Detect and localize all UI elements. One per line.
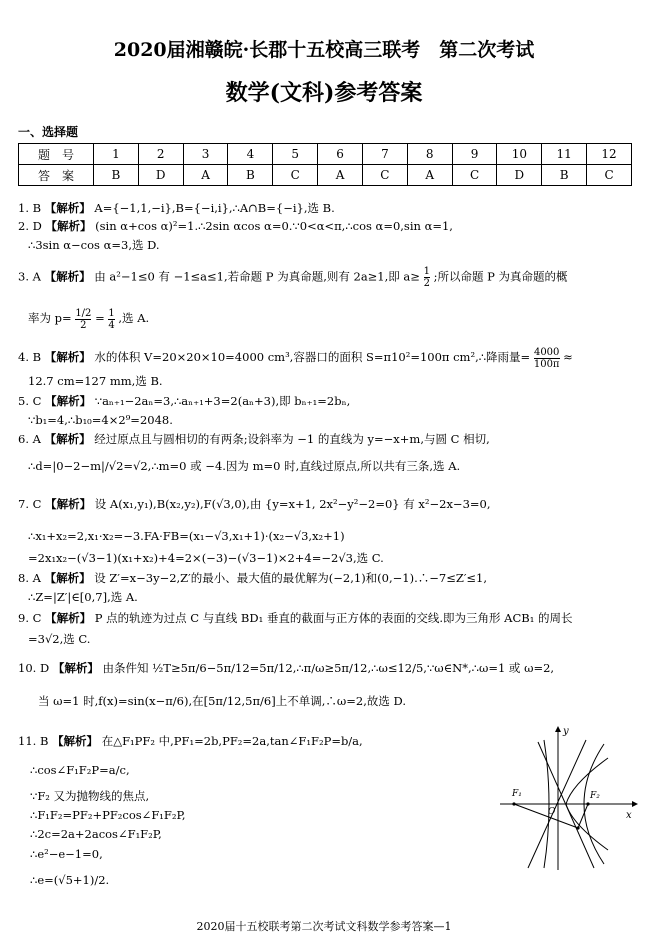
solution-text: P 点的轨迹为过点 C 与直线 BD₁ 垂直的截面与正方体的表面的交线.即为三角形 ACB₁ 的周长 bbox=[94, 611, 573, 625]
solution-5-line2: ∵b₁=4,∴b₁₀=4×2⁹=2048. bbox=[28, 413, 173, 427]
table-cell: 6 bbox=[318, 144, 363, 165]
table-cell: C bbox=[587, 165, 632, 186]
solution-number: 6. A bbox=[18, 432, 41, 446]
table-cell: A bbox=[183, 165, 228, 186]
solution-text: 在△F₁PF₂ 中,PF₁=2b,PF₂=2a,tan∠F₁F₂P=b/a, bbox=[101, 734, 363, 748]
solution-text: 水的体积 V=20×20×10=4000 cm³,容器口的面积 S=π10²=100π cm²,∴降雨量= bbox=[94, 350, 531, 364]
solution-number: 10. D bbox=[18, 661, 50, 675]
solution-number: 2. D bbox=[18, 219, 42, 233]
solution-8 bbox=[18, 570, 632, 586]
table-cell: 12 bbox=[587, 144, 632, 165]
table-cell: 1 bbox=[94, 144, 139, 165]
y-axis-label: y bbox=[563, 726, 569, 737]
fraction bbox=[534, 347, 560, 370]
solution-6-line2: ∴d=|0−2−m|/√2=√2,∴m=0 或 −4.因为 m=0 时,直线过原点,所以共有三条,选 A. bbox=[28, 459, 461, 473]
analysis-tag: 【解析】 bbox=[44, 269, 91, 284]
table-cell: 9 bbox=[452, 144, 497, 165]
solution-text: ;所以命题 P 为真命题的概 bbox=[433, 269, 568, 284]
table-cell: B bbox=[542, 165, 587, 186]
solution-2 bbox=[18, 218, 632, 234]
solution-text: ≈ bbox=[563, 350, 573, 364]
table-cell: D bbox=[497, 165, 542, 186]
fraction bbox=[424, 266, 430, 289]
table-cell: D bbox=[138, 165, 183, 186]
solution-text: 设 Z′=x−3y−2,Z′的最小、最大值的最优解为(−2,1)和(0,−1).∴−7≤Z′≤1, bbox=[94, 571, 488, 585]
fraction-denominator: 100π bbox=[533, 358, 560, 370]
focus-f1-point bbox=[512, 802, 515, 805]
solution-9-line2: =3√2,选 C. bbox=[28, 632, 91, 646]
x-axis-label: x bbox=[626, 810, 632, 821]
focus-f1-label: F₁ bbox=[512, 789, 522, 799]
solution-11-step: ∴e²−e−1=0, bbox=[30, 847, 103, 861]
table-cell: 3 bbox=[183, 144, 228, 165]
solution-text: ∵aₙ₊₁−2aₙ=3,∴aₙ₊₁+3=2(aₙ+3),即 bₙ₊₁=2bₙ, bbox=[94, 394, 351, 408]
origin-label: O bbox=[548, 807, 556, 817]
analysis-tag: 【解析】 bbox=[52, 734, 99, 748]
page-subtitle: 数学(文科)参考答案 bbox=[225, 80, 423, 106]
fraction bbox=[75, 308, 91, 331]
analysis-tag: 【解析】 bbox=[45, 611, 92, 625]
solution-text: = bbox=[95, 311, 105, 325]
analysis-tag: 【解析】 bbox=[44, 201, 91, 215]
table-cell: 8 bbox=[407, 144, 452, 165]
analysis-tag: 【解析】 bbox=[45, 394, 92, 408]
x-axis-arrow bbox=[632, 801, 638, 807]
solution-3-line2 bbox=[28, 306, 642, 331]
analysis-tag: 【解析】 bbox=[44, 432, 91, 446]
page-title: 2020届湘赣皖·长郡十五校高三联考 第二次考试 bbox=[113, 39, 535, 61]
solution-11-step: ∵F₂ 又为抛物线的焦点, bbox=[30, 789, 150, 803]
solution-text: A={−1,1,−i},B={−i,i},∴A∩B={−i},选 B. bbox=[94, 201, 335, 215]
solution-11-step: ∴F₁F₂=PF₂+PF₂cos∠F₁F₂P, bbox=[30, 808, 186, 822]
solution-text: ,选 A. bbox=[118, 311, 150, 325]
y-axis-arrow bbox=[555, 726, 561, 732]
solution-number: 9. C bbox=[18, 611, 42, 625]
solution-number: 3. A bbox=[18, 269, 41, 284]
solution-6 bbox=[18, 431, 632, 447]
focus-f2-label: F₂ bbox=[590, 791, 600, 801]
solution-11-step: ∴cos∠F₁F₂P=a/c, bbox=[30, 763, 130, 777]
solution-number: 11. B bbox=[18, 734, 49, 748]
solution-3 bbox=[18, 266, 632, 289]
table-cell: 7 bbox=[362, 144, 407, 165]
solution-text: 设 A(x₁,y₁),B(x₂,y₂),F(√3,0),由 {y=x+1, 2x²−y²−2=0} 有 x²−2x−3=0, bbox=[94, 497, 491, 511]
analysis-tag: 【解析】 bbox=[45, 497, 92, 511]
table-cell: B bbox=[94, 165, 139, 186]
solution-4-line2: 12.7 cm=127 mm,选 B. bbox=[28, 374, 163, 388]
table-cell: 11 bbox=[542, 144, 587, 165]
solution-number: 5. C bbox=[18, 394, 42, 408]
table-cell: 10 bbox=[497, 144, 542, 165]
solution-11-step: ∴e=(√5+1)/2. bbox=[30, 873, 110, 887]
solution-7-line2: ∴x₁+x₂=2,x₁·x₂=−3.FA·FB=(x₁−√3,x₁+1)·(x₂−√3,x₂+1) bbox=[28, 529, 345, 543]
section-heading: 一、选择题 bbox=[18, 125, 79, 139]
table-cell: 4 bbox=[228, 144, 273, 165]
table-row-answers bbox=[19, 165, 632, 186]
table-cell: C bbox=[362, 165, 407, 186]
fraction-numerator: 1 bbox=[423, 266, 430, 277]
solution-text: (sin α+cos α)²=1.∴2sin αcos α=0.∵0<α<π,∴cos α=0,sin α=1, bbox=[95, 219, 453, 233]
solution-text: 由 a²−1≤0 有 −1≤a≤1,若命题 P 为真命题,则有 2a≥1,即 a≥ bbox=[94, 269, 420, 284]
fraction-denominator: 2 bbox=[423, 278, 430, 289]
analysis-tag: 【解析】 bbox=[44, 571, 91, 585]
solution-4 bbox=[18, 346, 632, 370]
table-cell: C bbox=[452, 165, 497, 186]
solution-5 bbox=[18, 393, 632, 409]
table-cell: B bbox=[228, 165, 273, 186]
segment-f1-p bbox=[514, 804, 578, 828]
solution-10-line2: 当 ω=1 时,f(x)=sin(x−π/6),在[5π/12,5π/6]上不单调,∴ω=2,故选 D. bbox=[38, 694, 406, 708]
solution-10 bbox=[18, 660, 632, 676]
fraction-numerator: 1 bbox=[108, 307, 115, 319]
solution-text: 率为 p= bbox=[28, 311, 72, 325]
row-label: 答 案 bbox=[19, 165, 94, 186]
solution-number: 1. B bbox=[18, 201, 42, 215]
fraction-numerator: 4000 bbox=[533, 346, 560, 358]
analysis-tag: 【解析】 bbox=[44, 350, 91, 364]
solution-text: 经过原点且与圆相切的有两条;设斜率为 −1 的直线为 y=−x+m,与圆 C 相切, bbox=[94, 432, 490, 446]
solution-8-line2: ∴Z=|Z′|∈[0,7],选 A. bbox=[28, 590, 138, 604]
row-label: 题 号 bbox=[19, 144, 94, 165]
solution-number: 8. A bbox=[18, 571, 41, 585]
solution-text: 由条件知 ½T≥5π/6−5π/12=5π/12,∴π/ω≥5π/12,∴ω≤12/5,∵ω∈N*,∴ω=1 或 ω=2, bbox=[102, 661, 555, 675]
table-cell: 2 bbox=[138, 144, 183, 165]
solution-number: 7. C bbox=[18, 497, 42, 511]
solution-2-line2: ∴3sin α−cos α=3,选 D. bbox=[28, 238, 160, 252]
table-row-numbers bbox=[19, 144, 632, 165]
solution-1 bbox=[18, 200, 632, 216]
table-cell: 5 bbox=[273, 144, 318, 165]
page-footer: 2020届十五校联考第二次考试文科数学参考答案—1 bbox=[196, 920, 452, 933]
table-cell: A bbox=[407, 165, 452, 186]
point-p bbox=[576, 826, 579, 829]
solution-7 bbox=[18, 496, 632, 512]
table-cell: A bbox=[318, 165, 363, 186]
fraction bbox=[108, 308, 114, 331]
analysis-tag: 【解析】 bbox=[45, 219, 92, 233]
fraction-denominator: 4 bbox=[108, 319, 115, 331]
hyperbola-diagram bbox=[498, 722, 638, 872]
table-cell: C bbox=[273, 165, 318, 186]
fraction-numerator: 1/2 bbox=[75, 307, 92, 319]
solution-11-step: ∴2c=2a+2acos∠F₁F₂P, bbox=[30, 827, 162, 841]
solution-number: 4. B bbox=[18, 350, 42, 364]
focus-f2-point bbox=[586, 802, 589, 805]
fraction-denominator: 2 bbox=[80, 319, 87, 331]
solution-9 bbox=[18, 610, 632, 626]
analysis-tag: 【解析】 bbox=[52, 661, 99, 675]
solution-7-line3: =2x₁x₂−(√3−1)(x₁+x₂)+4=2×(−3)−(√3−1)×2+4=−2√3,选 C. bbox=[28, 551, 384, 565]
answer-table bbox=[18, 143, 632, 186]
